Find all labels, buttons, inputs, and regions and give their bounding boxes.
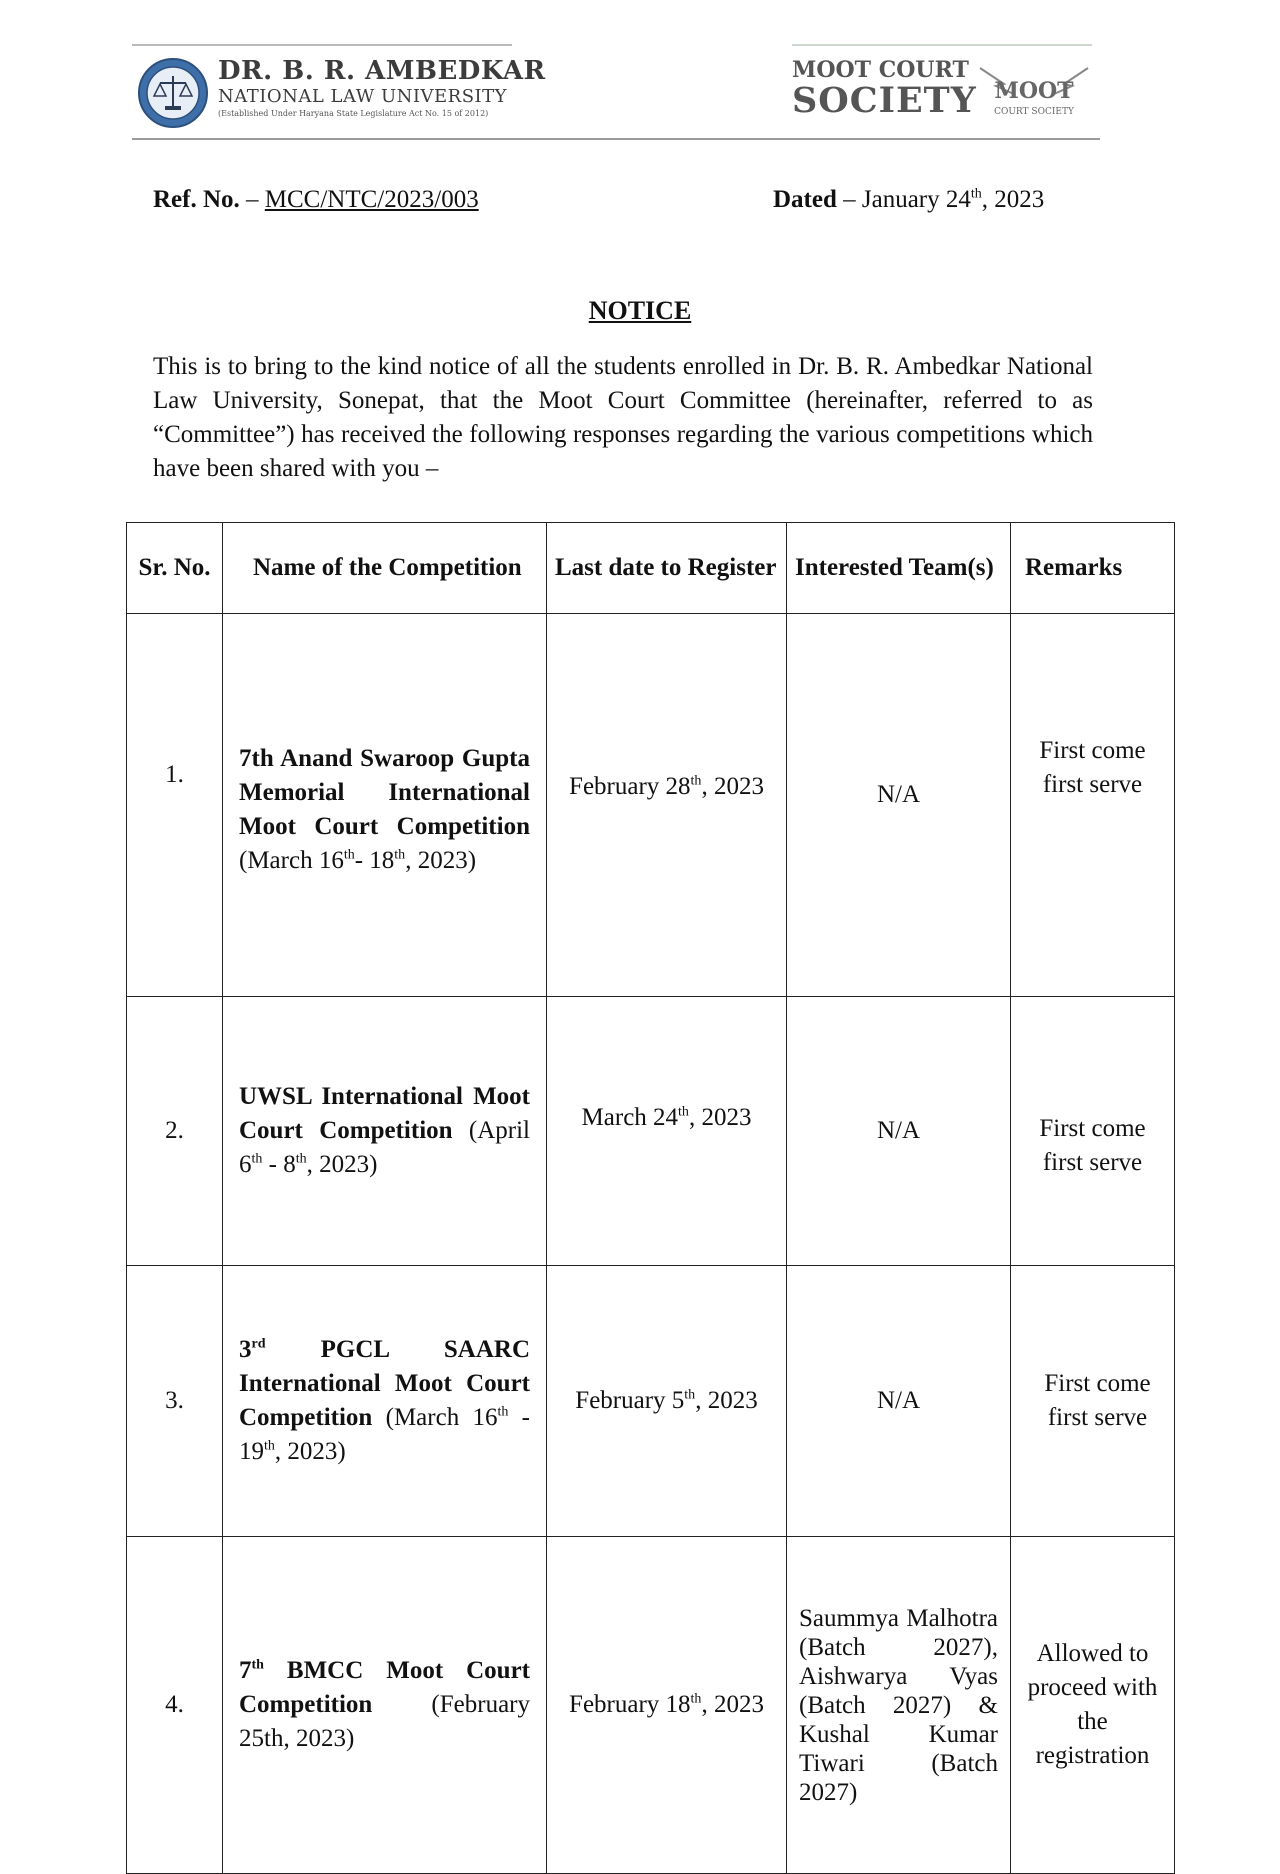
row-interested-teams: N/A [787, 614, 1011, 997]
ref-separator: – [239, 186, 265, 213]
society-logo-subtext: COURT SOCIETY [994, 107, 1074, 117]
row-competition-name: 7th Anand Swaroop Gupta Memorial International Moot Court Competition (March 16th- 18th, 2023) [223, 614, 547, 997]
header-last-date: Last date to Register [547, 523, 787, 614]
header-competition-name: Name of the Competition [223, 523, 547, 614]
row-interested-teams: N/A [787, 1266, 1011, 1537]
header-remarks: Remarks [1011, 523, 1175, 614]
university-subtitle: NATIONAL LAW UNIVERSITY [218, 86, 508, 107]
table-header-row [127, 523, 1175, 614]
society-line2: SOCIETY [792, 80, 977, 121]
header-interested-teams: Interested Team(s) [787, 523, 1011, 614]
ref-label: Ref. No. [153, 186, 240, 213]
letterhead-top-rule [132, 44, 512, 46]
university-emblem-icon [136, 56, 210, 130]
letterhead-top-rule-right [792, 44, 1092, 46]
dated-separator: – [836, 186, 862, 213]
row-remarks: First come first serve [1011, 997, 1175, 1266]
row-sr-no: 3. [127, 1266, 223, 1537]
reference-number [153, 186, 479, 214]
competitions-table [126, 522, 1175, 1874]
table-row [127, 1266, 1175, 1537]
dated-line [773, 186, 1044, 214]
dated-suffix: th [970, 186, 982, 202]
row-remarks: Allowed to proceed with the registration [1011, 1537, 1175, 1874]
row-interested-teams: Saummya Malhotra (Batch 2027), Aishwarya Vyas (Batch 2027) & Kushal Kumar Tiwari (Batch 2027) [787, 1537, 1011, 1874]
society-line1: MOOT COURT [792, 57, 969, 83]
row-remarks: First come first serve [1011, 614, 1175, 997]
table-row [127, 1537, 1175, 1874]
ref-value: MCC/NTC/2023/003 [264, 186, 479, 213]
letterhead [132, 44, 1100, 140]
row-last-date: February 5th, 2023 [547, 1266, 787, 1537]
row-competition-name: UWSL International Moot Court Competition (April 6th - 8th, 2023) [223, 997, 547, 1266]
row-competition-name: 3rd PGCL SAARC International Moot Court Competition (March 16th - 19th, 2023) [223, 1266, 547, 1537]
society-logo-text: MOOT [994, 78, 1074, 104]
notice-title: NOTICE [588, 296, 692, 325]
row-interested-teams: N/A [787, 997, 1011, 1266]
society-name-block [792, 58, 982, 120]
university-established: (Established Under Haryana State Legislature Act No. 15 of 2012) [218, 109, 489, 118]
row-remarks: First come first serve [1011, 1266, 1175, 1537]
row-sr-no: 4. [127, 1537, 223, 1874]
university-text-block [218, 56, 558, 120]
row-sr-no: 2. [127, 997, 223, 1266]
letterhead-divider [132, 138, 1100, 140]
dated-label: Dated [773, 186, 837, 213]
header-sr-no: Sr. No. [127, 523, 223, 614]
moot-court-society-logo-icon [974, 58, 1094, 128]
row-last-date: February 18th, 2023 [547, 1537, 787, 1874]
row-last-date: February 28th, 2023 [547, 614, 787, 997]
table-row [127, 614, 1175, 997]
row-competition-name: 7th BMCC Moot Court Competition (February 25th, 2023) [223, 1537, 547, 1874]
row-sr-no: 1. [127, 614, 223, 997]
university-name: DR. B. R. AMBEDKAR [218, 56, 546, 86]
table-row [127, 997, 1175, 1266]
dated-month-day: January 24 [861, 186, 971, 213]
notice-body: This is to bring to the kind notice of all the students enrolled in Dr. B. R. Ambedkar National Law University, Sonepat, that the Moot Court Committee (hereinafter, referred to as “Committee”) has received the following responses regarding the various competitions which have been shared with you – [153, 353, 1093, 482]
row-last-date: March 24th, 2023 [547, 997, 787, 1266]
dated-year: , 2023 [981, 186, 1045, 213]
